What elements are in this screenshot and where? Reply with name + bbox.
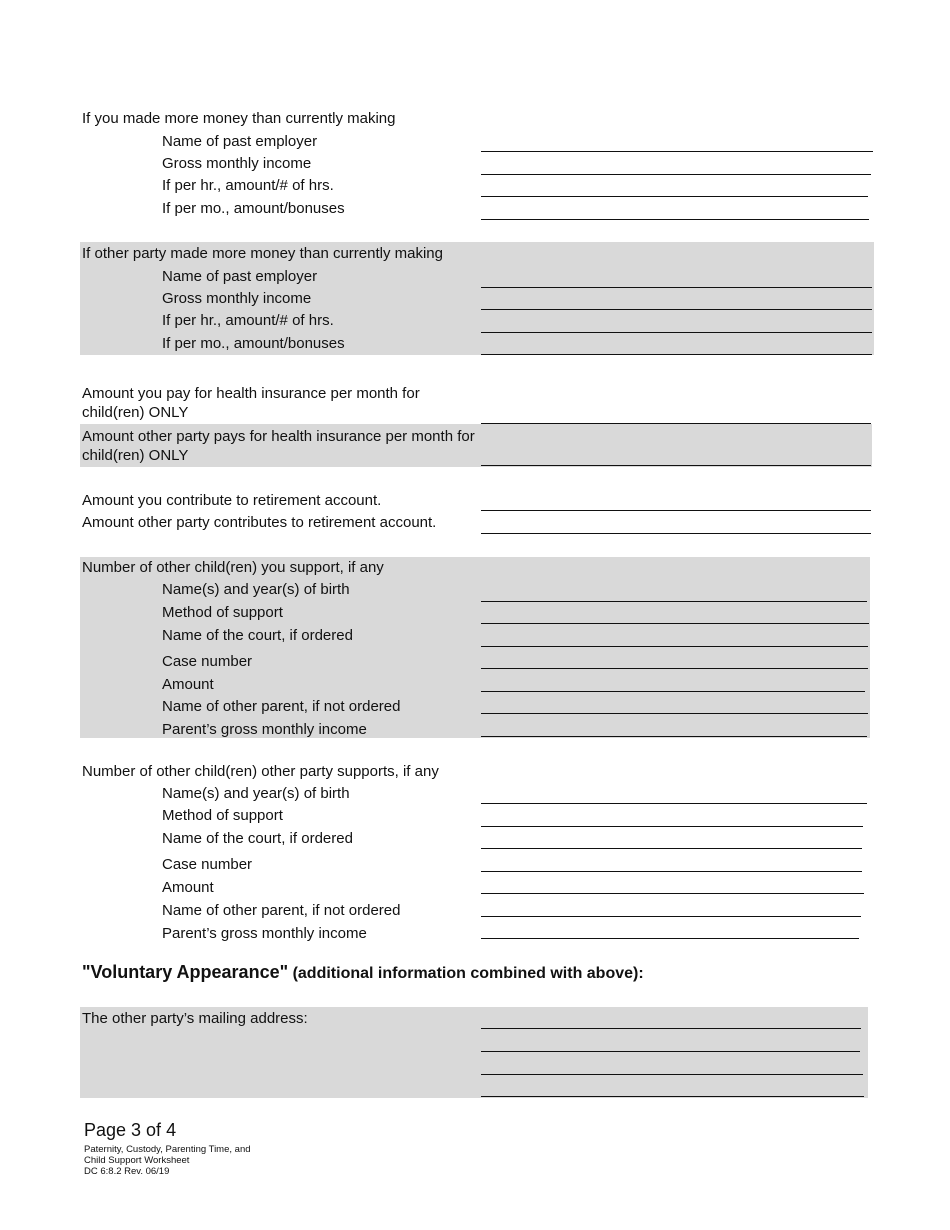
past-income-other-heading: If other party made more money than currently making [82,245,443,262]
mailing-address-line-1[interactable] [481,1028,861,1029]
field-label: If per mo., amount/bonuses [162,335,345,352]
gross-monthly-you-line[interactable] [481,174,871,175]
field-label: Method of support [162,807,283,824]
children-other-names-line[interactable] [481,803,867,804]
field-label: Case number [162,653,253,670]
field-label: Gross monthly income [162,290,312,307]
field-label: Amount [162,676,214,693]
children-you-amount-line[interactable] [481,691,865,692]
past-income-you-heading: If you made more money than currently making [82,110,396,127]
other-children-other-heading: Number of other child(ren) other party supports, if any [82,763,439,780]
health-insurance-other-label: Amount other party pays for health insurance per month for child(ren) ONLY [82,428,475,464]
children-other-method-line[interactable] [481,826,863,827]
per-month-you-line[interactable] [481,219,869,220]
children-other-parent-line[interactable] [481,916,861,917]
form-code: DC 6:8.2 Rev. 06/19 [84,1166,170,1177]
voluntary-appearance-title: "Voluntary Appearance" [82,962,289,982]
field-label: Name of other parent, if not ordered [162,902,401,919]
retirement-you-line[interactable] [481,510,871,511]
field-label: Name(s) and year(s) of birth [162,581,350,598]
health-insurance-you-label: Amount you pay for health insurance per month for child(ren) ONLY [82,385,420,421]
children-other-income-line[interactable] [481,938,859,939]
children-you-court-line[interactable] [481,646,868,647]
retirement-you-label: Amount you contribute to retirement account. [82,492,382,509]
children-you-income-line[interactable] [481,736,867,737]
field-label: Name of other parent, if not ordered [162,698,401,715]
health-insurance-you-line[interactable] [481,423,871,424]
page-number: Page 3 of 4 [84,1120,177,1140]
retirement-other-line[interactable] [481,533,871,534]
mailing-address-line-2[interactable] [481,1051,860,1052]
children-you-case-line[interactable] [481,668,868,669]
form-title-line-2: Child Support Worksheet [84,1155,190,1166]
field-label: If per hr., amount/# of hrs. [162,177,334,194]
form-title-line-1: Paternity, Custody, Parenting Time, and [84,1144,251,1155]
field-label: Name of past employer [162,133,318,150]
field-label: If per mo., amount/bonuses [162,200,345,217]
gross-monthly-other-line[interactable] [481,309,872,310]
field-label: Method of support [162,604,283,621]
field-label: Gross monthly income [162,155,312,172]
mailing-address-line-3[interactable] [481,1074,863,1075]
health-insurance-other-line[interactable] [481,465,871,466]
per-hour-you-line[interactable] [481,196,868,197]
field-label: Amount [162,879,214,896]
per-hour-other-line[interactable] [481,332,872,333]
children-you-method-line[interactable] [481,623,869,624]
children-you-parent-line[interactable] [481,713,868,714]
children-other-case-line[interactable] [481,871,862,872]
other-children-you-heading: Number of other child(ren) you support, if any [82,559,384,576]
field-label: If per hr., amount/# of hrs. [162,312,334,329]
mailing-address-label: The other party’s mailing address: [82,1010,308,1027]
field-label: Name of past employer [162,268,318,285]
per-month-other-line[interactable] [481,354,872,355]
field-label: Parent’s gross monthly income [162,925,367,942]
mailing-address-line-4[interactable] [481,1096,864,1097]
past-employer-other-line[interactable] [481,287,872,288]
field-label: Case number [162,856,253,873]
field-label: Parent’s gross monthly income [162,721,367,738]
retirement-other-label: Amount other party contributes to retirement account. [82,514,437,531]
field-label: Name of the court, if ordered [162,627,353,644]
field-label: Name of the court, if ordered [162,830,353,847]
voluntary-appearance-subtitle: (additional information combined with above): [288,965,644,982]
voluntary-appearance-heading [82,962,644,983]
children-other-court-line[interactable] [481,848,862,849]
children-you-names-line[interactable] [481,601,867,602]
past-employer-you-line[interactable] [481,151,873,152]
children-other-amount-line[interactable] [481,893,864,894]
field-label: Name(s) and year(s) of birth [162,785,350,802]
